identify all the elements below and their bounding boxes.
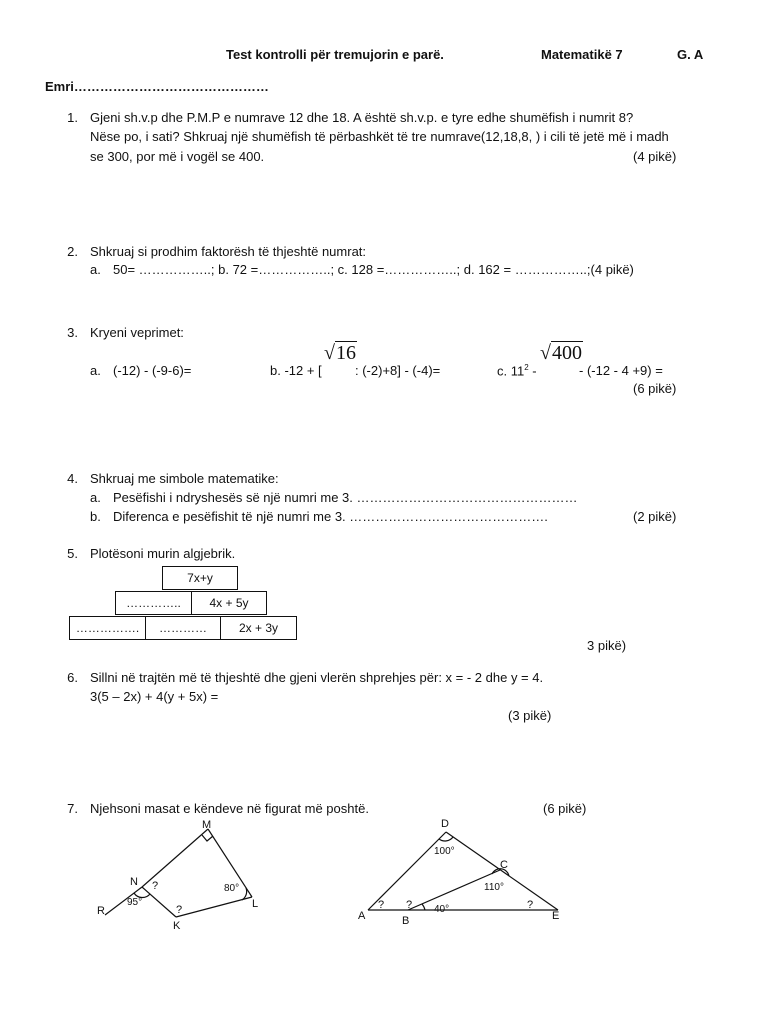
q4-a-label: a. — [90, 490, 101, 505]
wall-bot-mid-brick[interactable]: ………… — [145, 616, 221, 640]
q1-line2: Nëse po, i sati? Shkruaj një shumëfish të përbashkët të tre numrave(12,18,8, ) i cili të jetë më i madh — [90, 129, 669, 144]
side-kn — [142, 887, 176, 917]
q6-expression: 3(5 – 2x) + 4(y + 5x) = — [90, 689, 219, 704]
name-field: Emri……………………………………… — [45, 79, 269, 94]
q3-text: Kryeni veprimet: — [90, 325, 184, 340]
label-k: K — [173, 920, 181, 932]
q1-points: (4 pikë) — [633, 149, 677, 164]
wall-bot-left-brick[interactable]: ……………. — [69, 616, 146, 640]
q4-b-label: b. — [90, 509, 101, 524]
label-b: B — [402, 915, 410, 927]
q5-number: 5. — [67, 546, 78, 561]
q3-c-root: √400 — [540, 342, 582, 364]
q4-text: Shkruaj me simbole matematike: — [90, 471, 279, 486]
q7-text: Njehsoni masat e këndeve në figurat më poshtë. — [90, 801, 369, 816]
q3-c-suffix: - (-12 - 4 +9) = — [579, 363, 663, 378]
subject-label: Matematikë 7 — [541, 47, 623, 62]
angle-d-value: 100° — [434, 846, 455, 857]
q2-text: Shkruaj si prodhim faktorësh të thjeshtë numrat: — [90, 244, 367, 259]
label-e: E — [552, 910, 560, 922]
wall-mid-right-brick: 4x + 5y — [191, 591, 267, 615]
figure-quadrilateral — [90, 815, 280, 935]
q1-number: 1. — [67, 110, 78, 125]
q3-c-prefix — [497, 363, 537, 378]
q4-number: 4. — [67, 471, 78, 486]
q3-c-base: c. 11 — [497, 363, 525, 379]
unknown-angle-b: ? — [406, 899, 413, 911]
label-c: C — [500, 859, 508, 871]
q3-a-label: a. — [90, 363, 101, 378]
label-m: M — [202, 819, 212, 831]
q7-number: 7. — [67, 801, 78, 816]
group-label: G. A — [677, 47, 704, 62]
q6-points: (3 pikë) — [508, 708, 552, 723]
q4-a-text: Pesëfishi i ndryshesës së një numri me 3. …………………………………………… — [113, 490, 578, 505]
unknown-angle-1: ? — [152, 880, 159, 892]
q3-c-radicand: 400 — [551, 342, 582, 364]
label-a: A — [358, 910, 366, 922]
unknown-angle-e: ? — [527, 899, 534, 911]
unknown-angle-a: ? — [378, 899, 385, 911]
q3-c-exponent: 2 — [524, 363, 529, 372]
label-r: R — [97, 905, 105, 917]
q2-a-label: a. — [90, 262, 101, 277]
q4-b-text: Diferenca e pesëfishit të një numri me 3. ………………………………………. — [113, 509, 548, 524]
q5-text: Plotësoni murin algjebrik. — [90, 546, 236, 561]
q4-points: (2 pikë) — [633, 509, 677, 524]
q2-number: 2. — [67, 244, 78, 259]
angle-b-value: 40° — [434, 904, 450, 915]
angle-c-value: 110° — [484, 882, 504, 893]
arc-b — [422, 904, 425, 910]
q3-b-suffix: : (-2)+8] - (-4)= — [355, 363, 441, 378]
side-lk — [176, 897, 252, 917]
side-nm — [142, 829, 208, 887]
q3-a-expression: (-12) - (-9-6)= — [113, 363, 192, 378]
q3-points: (6 pikë) — [633, 381, 677, 396]
label-n: N — [130, 876, 138, 888]
angle-l-value: 80° — [224, 883, 240, 894]
q3-number: 3. — [67, 325, 78, 340]
test-title: Test kontrolli për tremujorin e parë. — [226, 47, 444, 62]
q5-points: 3 pikë) — [587, 638, 627, 653]
label-d: D — [441, 818, 449, 830]
side-de — [446, 832, 558, 910]
wall-mid-left-brick[interactable]: ………….. — [115, 591, 192, 615]
unknown-angle-2: ? — [176, 904, 183, 916]
angle-n-value: 95° — [127, 897, 143, 908]
q1-line3: se 300, por më i vogël se 400. — [90, 149, 265, 164]
q3-b-radicand: 16 — [335, 342, 356, 364]
q2-items: 50= ……………..; b. 72 =……………..; c. 128 =……………..; d. 162 = ……………..;(4 pikë) — [113, 262, 634, 277]
figure-triangles — [350, 810, 580, 930]
q6-number: 6. — [67, 670, 78, 685]
q6-text: Sillni në trajtën më të thjeshtë dhe gjeni vlerën shprehjes për: x = - 2 dhe y = 4. — [90, 670, 544, 685]
label-l: L — [252, 898, 259, 910]
wall-top-brick: 7x+y — [162, 566, 238, 590]
q3-b-prefix: b. -12 + [ — [270, 363, 322, 378]
q3-b-root: √16 — [324, 342, 356, 364]
q1-line1: Gjeni sh.v.p dhe P.M.P e numrave 12 dhe 18. A është sh.v.p. e tyre edhe shumëfish i numrit 8? — [90, 110, 634, 125]
q7-points: (6 pikë) — [543, 801, 587, 816]
q3-c-minus: - — [528, 363, 537, 379]
right-angle-mark — [202, 835, 213, 841]
wall-bot-right-brick: 2x + 3y — [220, 616, 297, 640]
